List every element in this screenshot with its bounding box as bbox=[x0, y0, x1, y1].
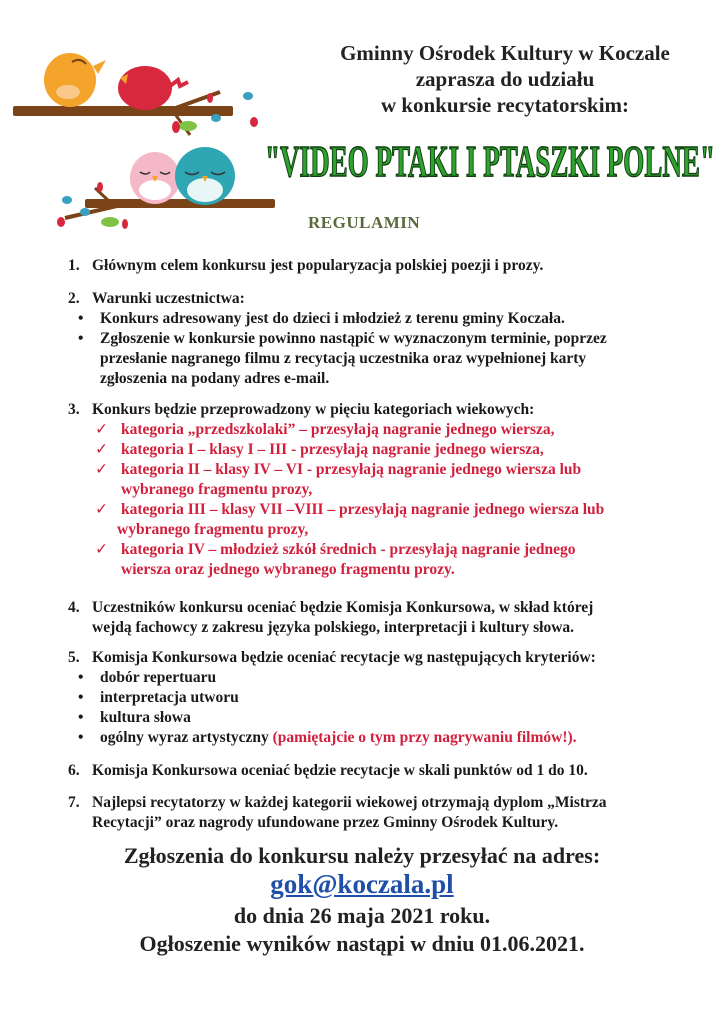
check-icon: ✓ bbox=[95, 441, 108, 458]
bullet-icon: • bbox=[78, 729, 84, 746]
email-link[interactable]: gok@koczala.pl bbox=[270, 869, 454, 899]
check-icon: ✓ bbox=[95, 501, 108, 518]
rule-2: 2. Warunki uczestnictwa: bbox=[68, 290, 245, 307]
criterion-4: • ogólny wyraz artystyczny (pamiętajcie o tym przy nagrywaniu filmów!). bbox=[78, 729, 577, 746]
bullet-icon: • bbox=[78, 709, 84, 726]
rule-4: 4. Uczestników konkursu oceniać będzie Komisja Konkursowa, w skład której wejdą fachowcy z zakresu języka polskiego, interpretacji i kultury słowa. bbox=[68, 599, 594, 636]
contest-title-text: "VIDEO PTAKI I PTASZKI POLNE" bbox=[265, 137, 715, 186]
criterion-2: • interpretacja utworu bbox=[78, 689, 239, 706]
submission-instructions: Zgłoszenia do konkursu należy przesyłać na adres: bbox=[123, 843, 601, 868]
rule-5: 5. Komisja Konkursowa będzie oceniać recytacje wg następujących kryteriów: bbox=[68, 649, 596, 666]
rule-2-bullet-2: • Zgłoszenie w konkursie powinno nastąpić w wyznaczonym terminie, poprzez bbox=[78, 330, 607, 347]
rule-6: 6. Komisja Konkursowa oceniać będzie recytacje w skali punktów od 1 do 10. bbox=[68, 762, 588, 779]
section-heading: REGULAMIN bbox=[308, 213, 421, 232]
contest-title bbox=[255, 118, 724, 198]
email-row bbox=[0, 870, 724, 900]
bullet-icon: • bbox=[78, 310, 84, 327]
category-2: ✓ kategoria II – klasy IV – VI - przesyłają nagranie jednego wiersza lub wybranego fragmentu prozy, bbox=[95, 461, 582, 498]
category-4: ✓ kategoria IV – młodzież szkół średnich - przesyłają nagranie jednego wiersza oraz jednego wybranego fragmentu prozy. bbox=[95, 541, 576, 578]
check-icon: ✓ bbox=[95, 461, 108, 478]
rule-2-bullet-2-cont2: zgłoszenia na podany adres e-mail. bbox=[100, 370, 330, 387]
filming-reminder: (pamiętajcie o tym przy nagrywaniu filmów!). bbox=[272, 729, 577, 746]
category-preschool: ✓ kategoria „przedszkolaki” – przesyłają nagranie jednego wiersza, bbox=[95, 421, 555, 438]
category-3: ✓ kategoria III – klasy VII –VIII – przesyłają nagranie jednego wiersza lub wybranego fragmentu prozy, bbox=[95, 501, 605, 538]
contest-type-line: w konkursie recytatorskim: bbox=[380, 93, 630, 117]
results-announcement: Ogłoszenie wyników nastąpi w dniu 01.06.2021. bbox=[139, 931, 585, 956]
bullet-icon: • bbox=[78, 330, 84, 347]
rule-2-bullet-1: • Konkurs adresowany jest do dzieci i młodzież z terenu gminy Koczała. bbox=[78, 310, 565, 327]
red-bird bbox=[118, 66, 172, 110]
invitation-line: zaprasza do udziału bbox=[415, 67, 595, 91]
deadline: do dnia 26 maja 2021 roku. bbox=[233, 903, 491, 928]
birds-on-branch-illustration bbox=[10, 40, 260, 140]
organizer-name: Gminny Ośrodek Kultury w Koczale bbox=[340, 41, 670, 65]
owls-on-branch-illustration bbox=[55, 140, 280, 230]
check-icon: ✓ bbox=[95, 541, 108, 558]
criterion-1: • dobór repertuaru bbox=[78, 669, 217, 686]
rule-3: 3. Konkurs będzie przeprowadzony w pięciu kategoriach wiekowych: bbox=[68, 401, 535, 418]
bullet-icon: • bbox=[78, 689, 84, 706]
rule-2-bullet-2-cont: przesłanie nagranego filmu z recytacją uczestnika oraz wypełnionej karty bbox=[100, 350, 587, 367]
bullet-icon: • bbox=[78, 669, 84, 686]
check-icon: ✓ bbox=[95, 421, 108, 438]
rule-7: 7. Najlepsi recytatorzy w każdej kategorii wiekowej otrzymają dyplom „Mistrza Recytacji” oraz nagrody ufundowane przez Gminny Ośrodek Kultury. bbox=[68, 794, 607, 831]
category-1: ✓ kategoria I – klasy I – III - przesyłają nagranie jednego wiersza, bbox=[95, 441, 544, 458]
rule-1: 1. Głównym celem konkursu jest popularyzacja polskiej poezji i prozy. bbox=[68, 257, 544, 274]
criterion-3: • kultura słowa bbox=[78, 709, 191, 726]
